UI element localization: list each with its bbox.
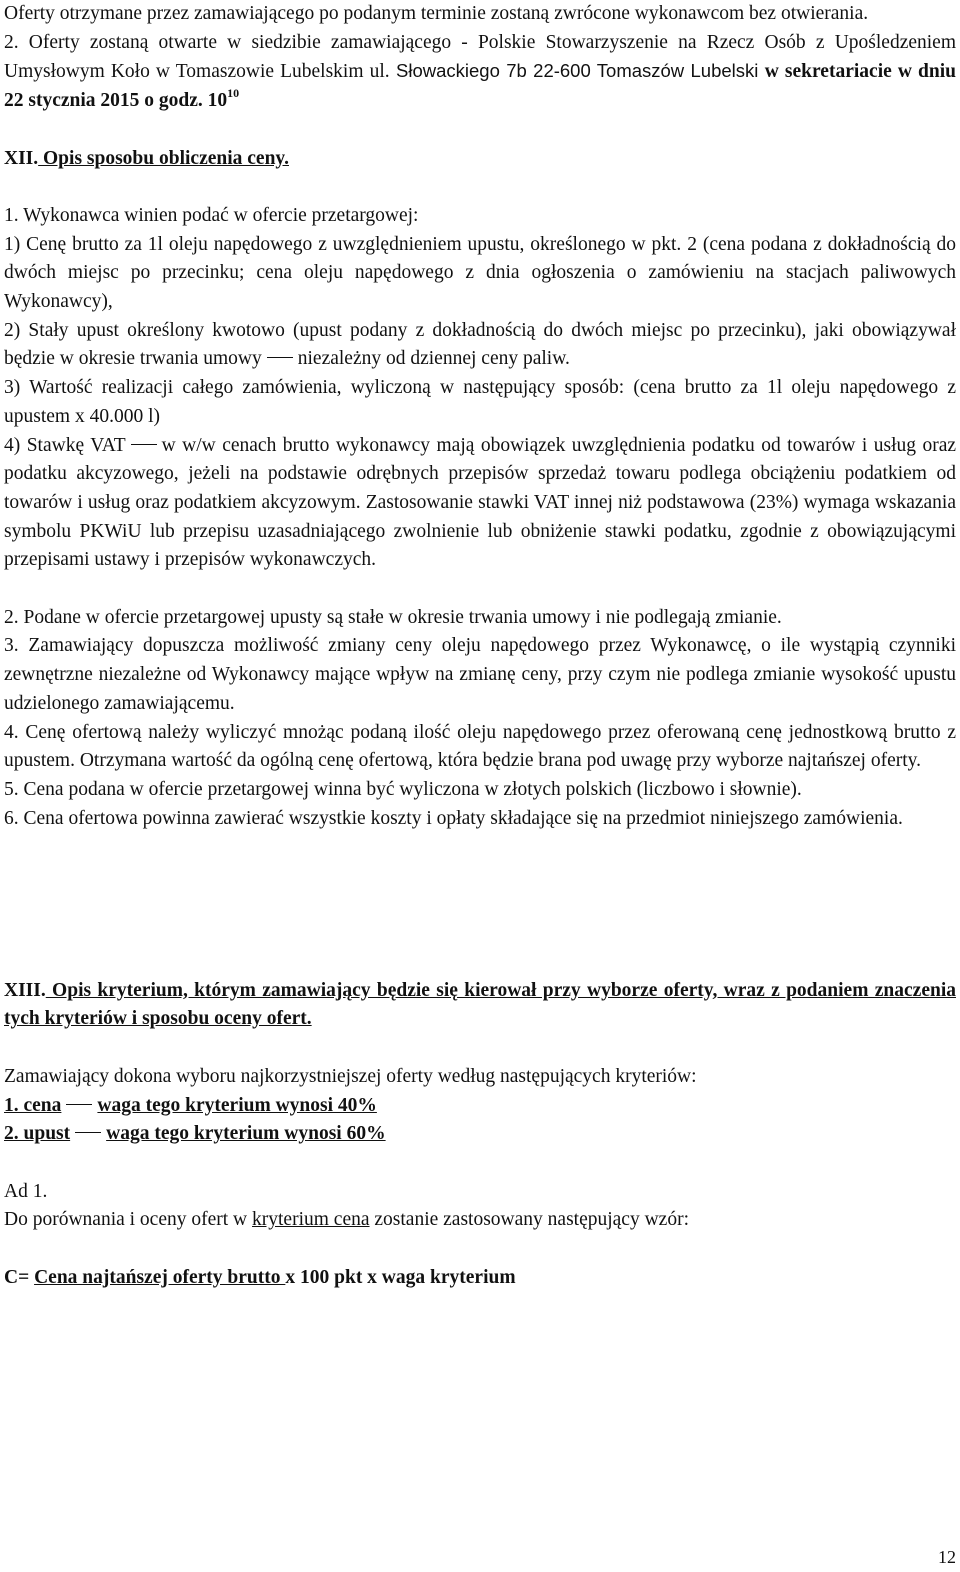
dash-separator xyxy=(267,357,293,358)
section-13-number: XIII. xyxy=(4,979,46,1001)
dash-separator xyxy=(75,1132,101,1133)
formula-lhs: C= xyxy=(4,1266,35,1288)
price-item-4 xyxy=(4,432,956,576)
paragraph-offers-opening xyxy=(4,29,956,116)
section-13-title: Opis kryterium, którym zamawiający będzie się kierował przy wyborze oferty, wraz z podaniem znaczenia tych kryteriów i sposobu oceny ofert. xyxy=(4,979,956,1030)
criterion-discount xyxy=(4,1120,956,1149)
dash-separator xyxy=(131,444,157,445)
paragraph-offers-returned: Oferty otrzymane przez zamawiającego po podanym terminie zostaną zwrócone wykonawcom bez otwierania. xyxy=(4,3,869,24)
section-12-heading xyxy=(4,145,956,174)
paragraph-offer-price-calc: 4. Cenę ofertową należy wyliczyć mnożąc podaną ilość oleju napędowego przez oferowaną cenę jednostkową brutto z upustem. Otrzymana wartość da ogólną cenę ofertową, która będzie brana pod uwagę przy wyborze najtańszej oferty. xyxy=(4,721,956,772)
price-item-2-tail: niezależny od dziennej ceny paliw. xyxy=(297,348,570,370)
comparison-text-tail: zostanie zastosowany następujący wzór: xyxy=(369,1209,689,1231)
price-item-4-text: w w/w cenach brutto wykonawcy mają obowiązek uwzględnienia podatku od towarów i usług oraz podatku akcyzowego, jeżeli na podstawie odrębnych przepisów sprzedaż towaru podlega obciążeniu podatkiem od towarów i usług oraz podatkiem akcyzowym. Zastosowanie stawki VAT innej niż podstawowa (23%) wymaga wskazania symbolu PKWiU lub przepisu uzasadniającego zwolnienie lub obniżenie stawki podatku, zgodnie z obowiązującymi przepisami ustawy i przepisów wykonawczych. xyxy=(4,434,957,571)
comparison-text: Do porównania i oceny ofert w xyxy=(4,1209,253,1231)
formula xyxy=(4,1264,956,1293)
opening-location-text: 2. Oferty zostaną otwarte w siedzibie zamawiającego - Polskie Stowarzyszenie na Rzecz Osób z Upośledzeniem Umysłowym Koło w Tomaszowie Lubelskim ul. xyxy=(4,31,956,83)
page-number: 12 xyxy=(938,1547,956,1567)
section-12-title: Opis sposobu obliczenia ceny. xyxy=(38,147,289,169)
ad1-label: Ad 1. xyxy=(4,1180,48,1202)
price-item-4-label: 4) Stawkę VAT xyxy=(4,434,126,456)
price-item-2 xyxy=(4,317,956,374)
criteria-intro: Zamawiający dokona wyboru najkorzystniejszej oferty według następujących kryteriów: xyxy=(4,1065,697,1087)
criterion-price-label: 1. cena xyxy=(4,1094,62,1116)
formula-numerator: Cena najtańszej oferty brutto xyxy=(34,1266,286,1288)
criterion-discount-weight: waga tego kryterium wynosi 60% xyxy=(106,1123,386,1145)
section-13-heading xyxy=(4,977,956,1034)
price-item-2-text: 2) Stały upust określony kwotowo (upust podany z dokładnością do dwóch miejsc po przecinku), jaki obowiązywał będzie w okresie trwania umowy xyxy=(4,319,956,370)
criterion-price-weight: waga tego kryterium wynosi 40% xyxy=(97,1094,377,1116)
paragraph-discounts-fixed: 2. Podane w ofercie przetargowej upusty są stałe w okresie trwania umowy i nie podlegają zmianie. xyxy=(4,606,782,628)
paragraph-currency: 5. Cena podana w ofercie przetargowej winna być wyliczona w złotych polskich (liczbowo i słownie). xyxy=(4,778,802,800)
formula-rhs: x 100 pkt x waga kryterium xyxy=(285,1266,516,1288)
paragraph-price-change: 3. Zamawiający dopuszcza możliwość zmiany ceny oleju napędowego przez Wykonawcę, o ile wystąpią czynniki zewnętrzne niezależne od Wykonawcy mające wpływ na zmianę ceny, przy czym nie podlega zmianie wysokość upustu udzielonego zamawiającemu. xyxy=(4,635,956,714)
comparison-criterion: kryterium cena xyxy=(252,1209,370,1231)
document-page xyxy=(4,0,956,1292)
opening-time-superscript: 10 xyxy=(227,86,240,101)
criterion-price xyxy=(4,1092,956,1121)
opening-date-text: w sekretariacie w dniu 22 stycznia 2015 o godz. 10 xyxy=(4,61,956,112)
price-intro: 1. Wykonawca winien podać w ofercie przetargowej: xyxy=(4,204,419,226)
opening-address-text: Słowackiego 7b 22-600 Tomaszów Lubelski xyxy=(389,60,765,82)
price-item-1: 1) Cenę brutto za 1l oleju napędowego z uwzględnieniem upustu, określonego w pkt. 2 (cena podana z dokładnością do dwóch miejsc po przecinku; cena oleju napędowego z dnia ogłoszenia o zamówieniu na stacjach paliwowych Wykonawcy), xyxy=(4,233,956,312)
dash-separator xyxy=(66,1104,92,1105)
price-item-3: 3) Wartość realizacji całego zamówienia, wyliczoną w następujący sposób: (cena brutto za 1l oleju napędowego z upustem x 40.000 l) xyxy=(4,377,956,427)
criterion-discount-label: 2. upust xyxy=(4,1123,71,1145)
section-12-number: XII. xyxy=(4,147,39,169)
comparison-sentence xyxy=(4,1206,956,1235)
paragraph-costs-included: 6. Cena ofertowa powinna zawierać wszystkie koszty i opłaty składające się na przedmiot niniejszego zamówienia. xyxy=(4,807,903,829)
